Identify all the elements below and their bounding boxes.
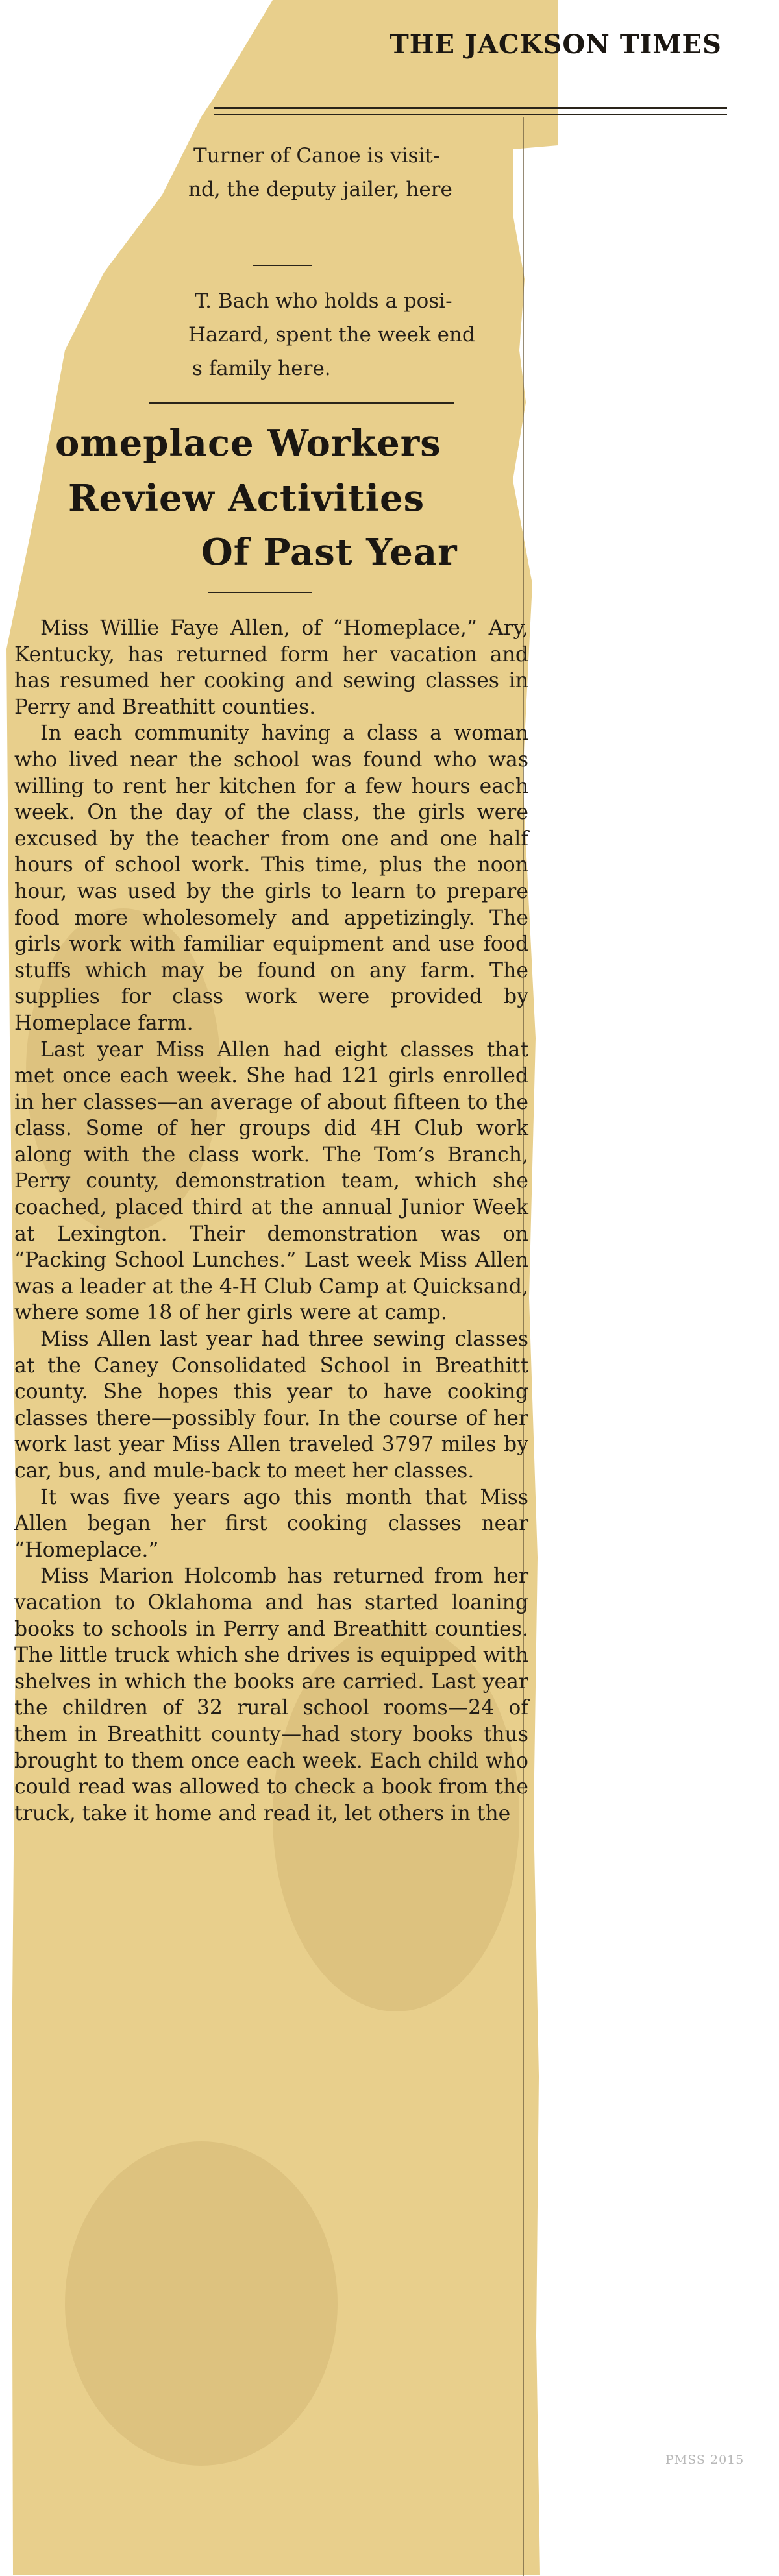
newspaper-masthead: THE JACKSON TIMES [390,29,722,60]
archive-watermark: PMSS 2015 [665,2453,745,2467]
article-paragraph: Miss Allen last year had three sewing classes at the Caney Consolidated School in Breathitt county. She hopes this year to have cooking classes there—possibly four. In the course of her work last year Miss Allen traveled 3797 miles by car, bus, and mule-back to meet her classes. [14,1328,528,1483]
separator-rule [149,402,454,404]
headline-line-2: Review Activities [68,477,425,520]
article-paragraph: It was five years ago this month that Miss Allen began her first cooking classes near “Homeplace.” [14,1485,528,1562]
paper-stain [65,2141,338,2466]
fragment-line: T. Bach who holds a posi- [195,289,452,313]
fragment-line: nd, the deputy jailer, here [188,178,452,201]
fragment-line: Turner of Canoe is visit- [193,144,440,167]
fragment-line: Hazard, spent the week end [188,323,475,346]
article-paragraph: Miss Marion Holcomb has returned from her vacation to Oklahoma and has started loaning books to schools in Perry and Breathitt counties. The little truck which she drives is equipped with shelves in which the books are carried. Last year the children of 32 rural school rooms—24 of them in Breathitt county—had story books thus brought to them once each week. Each child who could read was allowed to check a book from the truck, take it home and read it, let others in the [14,1564,528,1825]
masthead-rule [214,107,727,115]
article-paragraph: In each community having a class a woman who lived near the school was found who was willing to rent her kitchen for a few hours each week. On the day of the class, the girls were excused by the teacher from one and one half hours of school work. This time, plus the noon hour, was used by the girls to learn to prepare food more wholesomely and appetizingly. The girls work with familiar equipment and use food stuffs which may be found on any farm. The supplies for class work were provided by Homeplace farm. [14,722,528,1035]
headline-line-3: Of Past Year [201,531,458,574]
article-body [14,615,528,1827]
separator-rule [208,592,312,593]
article-paragraph: Miss Willie Faye Allen, of “Homeplace,” Ary, Kentucky, has returned form her vacation and has resumed her cooking and sewing classes in Perry and Breathitt counties. [14,616,528,719]
fragment-line: s family here. [192,357,331,380]
separator-rule [253,265,312,266]
article-paragraph: Last year Miss Allen had eight classes that met once each week. She had 121 girls enrolled in her classes—an average of about fifteen to the class. Some of her groups did 4H Club work along with the class work. The Tom’s Branch, Perry county, demonstration team, which she coached, placed third at the annual Junior Week at Lexington. Their demonstration was on “Packing School Lunches.” Last week Miss Allen was a leader at the 4-H Club Camp at Quicksand, where some 18 of her girls were at camp. [14,1038,528,1325]
headline-line-1: omeplace Workers [55,422,441,465]
